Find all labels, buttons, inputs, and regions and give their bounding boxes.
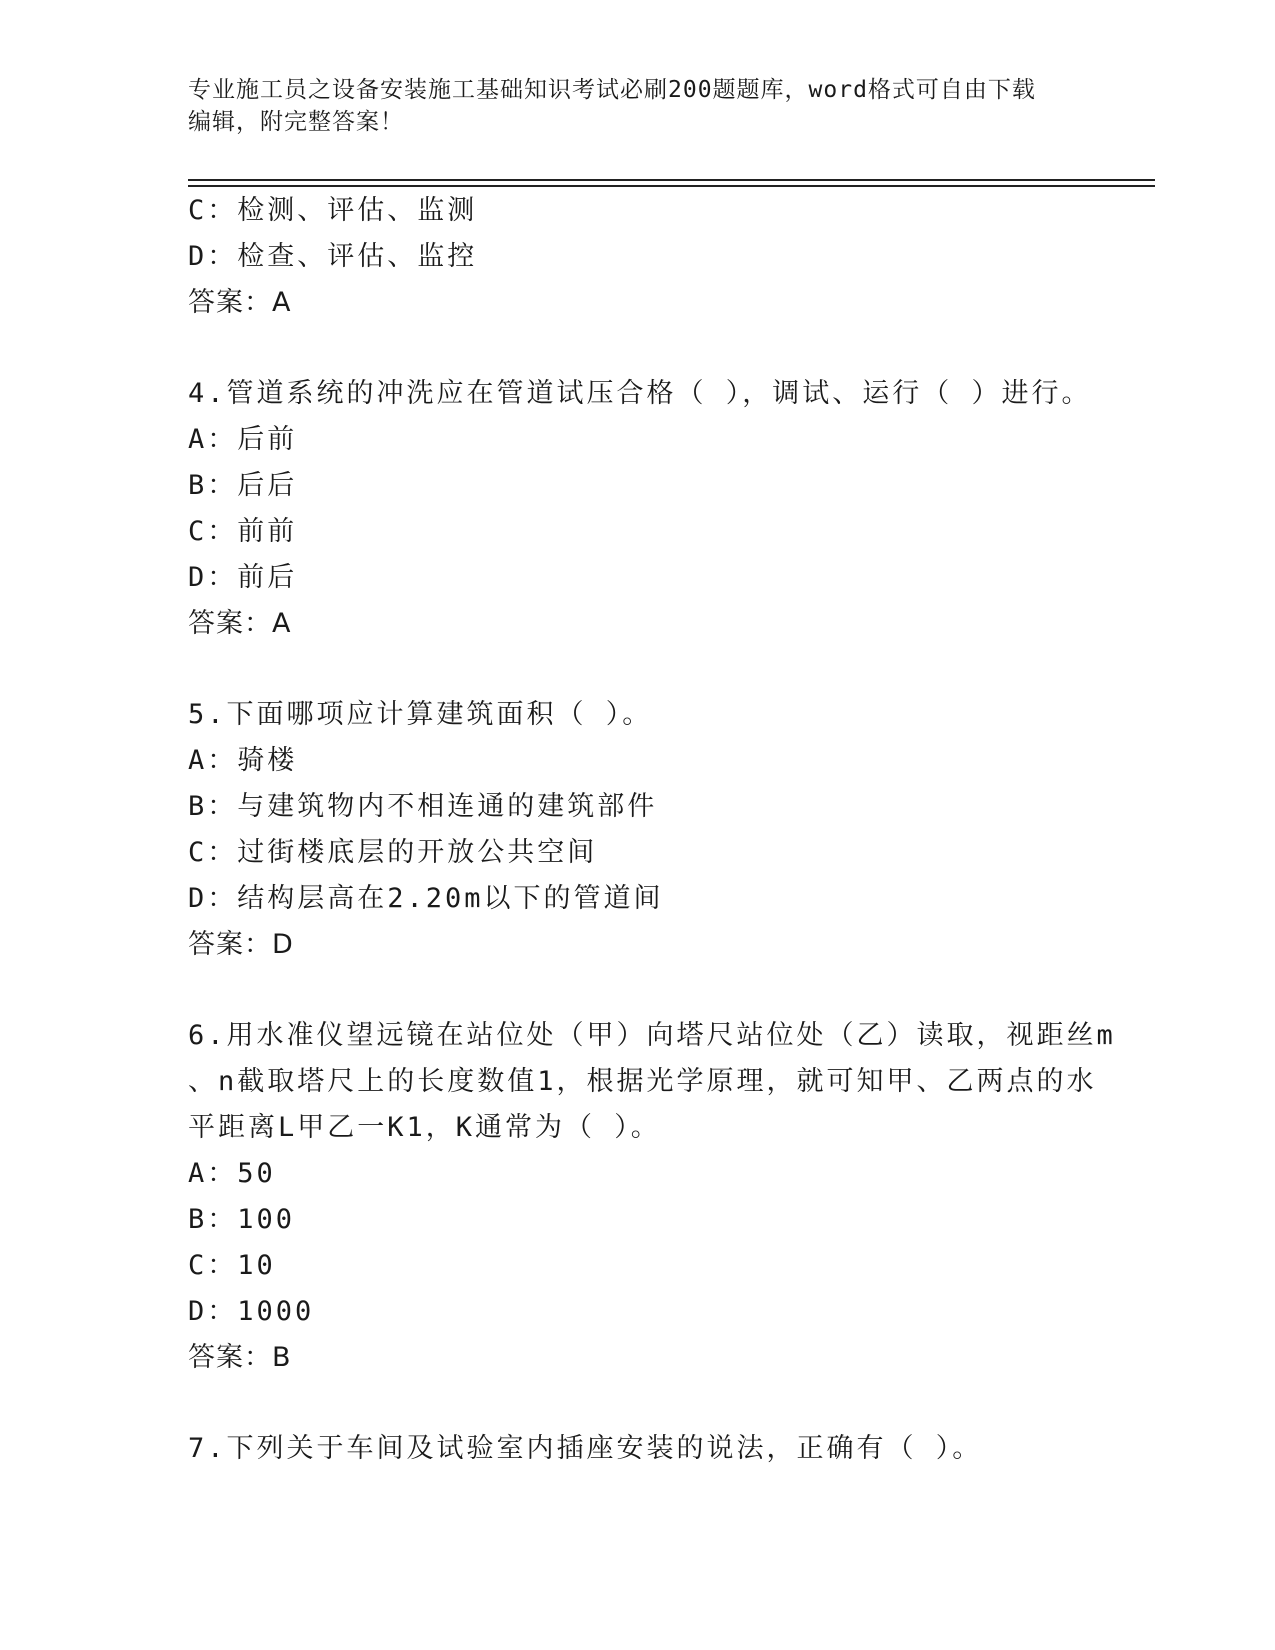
answer-line: 答案：A — [188, 287, 292, 318]
option-d: D：检查、评估、监控 — [188, 241, 478, 272]
question-text-line-3: 平距离L甲乙一K1，K通常为（ ）。 — [188, 1112, 661, 1143]
header-divider-bottom — [188, 185, 1155, 187]
question-list — [188, 188, 1116, 1472]
option-a: A：50 — [188, 1158, 276, 1189]
answer-line: 答案：A — [188, 608, 292, 639]
question-text: 7.下列关于车间及试验室内插座安装的说法，正确有（ ）。 — [188, 1433, 983, 1464]
question-text: 4.管道系统的冲洗应在管道试压合格（ ），调试、运行（ ）进行。 — [188, 378, 1092, 409]
option-a: A：骑楼 — [188, 745, 298, 776]
option-b: B：与建筑物内不相连通的建筑部件 — [188, 791, 658, 822]
option-c: C：前前 — [188, 516, 298, 547]
header-title-line-1: 专业施工员之设备安装施工基础知识考试必刷200题题库，word格式可自由下载 — [188, 77, 1036, 103]
question-block-4 — [188, 371, 1092, 647]
option-c: C：10 — [188, 1250, 276, 1281]
question-block-3 — [188, 188, 1088, 326]
question-block-5 — [188, 692, 1088, 968]
header-title-line-2: 编辑，附完整答案！ — [188, 109, 404, 135]
question-text: 5.下面哪项应计算建筑面积（ ）。 — [188, 699, 653, 730]
question-block-6 — [188, 1013, 1116, 1381]
option-d: D：1000 — [188, 1296, 315, 1327]
option-c: C：过街楼底层的开放公共空间 — [188, 837, 598, 868]
header-divider-top — [188, 179, 1155, 181]
question-text-line-2: 、n截取塔尺上的长度数值1，根据光学原理，就可知甲、乙两点的水 — [188, 1066, 1097, 1097]
document-header — [188, 74, 1088, 138]
question-text-line-1: 6.用水准仪望远镜在站位处（甲）向塔尺站位处（乙）读取，视距丝m — [188, 1020, 1116, 1051]
answer-line: 答案：D — [188, 929, 294, 960]
option-d: D：结构层高在2.20m以下的管道间 — [188, 883, 664, 914]
option-b: B：后后 — [188, 470, 298, 501]
option-c: C：检测、评估、监测 — [188, 195, 478, 226]
option-d: D：前后 — [188, 562, 298, 593]
option-b: B：100 — [188, 1204, 296, 1235]
question-block-7 — [188, 1426, 1088, 1472]
answer-line: 答案：B — [188, 1342, 292, 1373]
option-a: A：后前 — [188, 424, 298, 455]
